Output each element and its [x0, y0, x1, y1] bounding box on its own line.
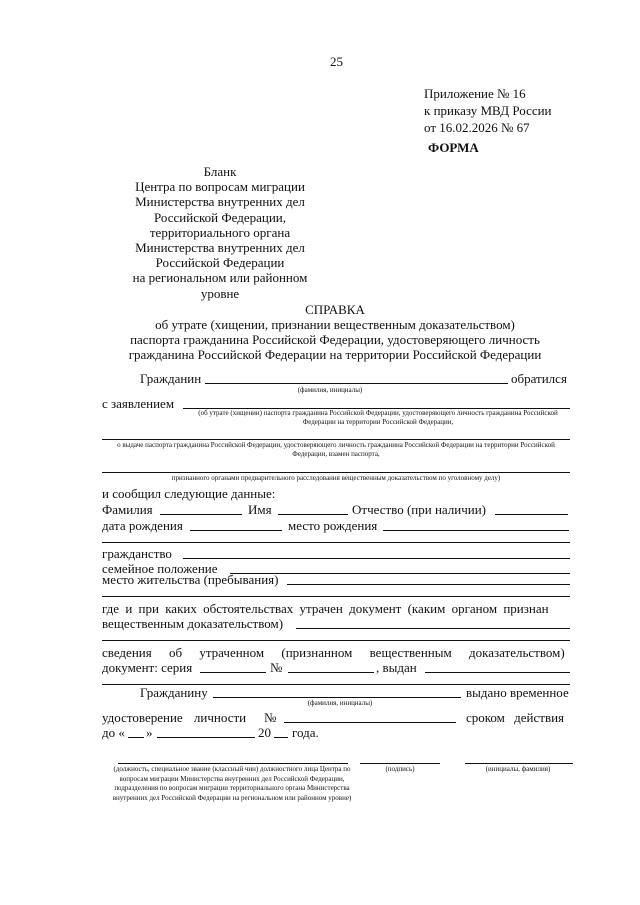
citizenship-field[interactable] [183, 558, 570, 559]
citizenship-label: гражданство [102, 546, 172, 561]
issued-temp-label: выдано временное [466, 685, 569, 700]
position-field[interactable] [118, 763, 348, 764]
circumstances-line-2: вещественным доказательством) [102, 616, 284, 631]
with-statement-label: с заявлением [102, 396, 175, 411]
blank-header-line: на региональном или районном [132, 270, 308, 286]
family-status-field[interactable] [230, 573, 570, 574]
document-title: СПРАВКА [305, 302, 365, 317]
subtitle-line: об утрате (хищении, признании вещественным доказательством) [155, 317, 515, 332]
citizen-label: Гражданин [140, 371, 202, 386]
surname-field[interactable] [160, 514, 242, 515]
circumstances-field[interactable] [296, 628, 570, 629]
info-line-1: сведения об утраченном (признанном вещественным доказательством) [102, 645, 565, 660]
statement-field-3[interactable] [102, 472, 570, 473]
to-citizen-label: Гражданину [140, 685, 208, 700]
until-day-field[interactable] [128, 737, 144, 738]
validity-label: сроком действия [466, 710, 565, 725]
position-hint: (должность, специальное звание (классный чин) должностного лица Центра по вопросам миграции Министерства внутренних дел Российской Федерации, подразделения по вопросам миграции территориального органа Министерства внутренних дел Российской Федерации на региональном или районном уровне) [112, 765, 352, 802]
issued-by-label: , выдан [376, 660, 417, 675]
appendix-block [424, 85, 552, 136]
statement-field-2[interactable] [102, 439, 570, 440]
loss-hint: (об утрате (хищении) паспорта гражданина Российской Федерации, удостоверяющего личность гражданина Российской Федерации на территории Российской Федерации, [198, 409, 558, 426]
initials-hint: (инициалы, фамилия) [485, 765, 551, 773]
citizen-name-field[interactable] [205, 383, 508, 384]
doc-series-label: документ: серия [102, 660, 193, 675]
name-label: Имя [248, 502, 272, 517]
surname-initials-hint: (фамилия, инициалы) [297, 386, 363, 394]
residence-label: место жительства (пребывания) [102, 572, 279, 587]
surname-label: Фамилия [102, 502, 153, 517]
issue-hint: о выдаче паспорта гражданина Российской Федерации, удостоверяющего личность гражданина Российской Федерации на территории Российской Федерации, взамен паспорта, [117, 441, 555, 458]
blank-header-line: Министерства внутренних дел [135, 194, 305, 210]
birth-place-label: место рождения [288, 518, 378, 533]
doc-number-field[interactable] [288, 672, 374, 673]
blank-header-line: Бланк [203, 164, 237, 179]
appendix-line: к приказу МВД России [424, 103, 552, 118]
to-citizen-hint: (фамилия, инициалы) [307, 699, 373, 707]
initials-field[interactable] [465, 763, 573, 764]
form-label: ФОРМА [428, 140, 479, 155]
blank-header [100, 164, 340, 301]
signature-field[interactable] [360, 763, 440, 764]
circumstances-field-2[interactable] [102, 640, 570, 641]
until-prefix: до « [102, 725, 125, 740]
residence-field-2[interactable] [102, 596, 570, 597]
page-number: 25 [330, 54, 343, 69]
residence-field[interactable] [287, 584, 570, 585]
identity-cert-label: удостоверение личности [102, 710, 247, 725]
blank-header-line: Министерства внутренних дел [135, 240, 305, 256]
patronymic-label: Отчество (при наличии) [352, 502, 487, 517]
appendix-line: от 16.02.2026 № 67 [424, 120, 530, 135]
birth-date-label: дата рождения [102, 518, 183, 533]
circumstances-line-1: где и при каких обстоятельствах утрачен документ (каким органом признан [102, 601, 549, 616]
evidence-hint: признанного органами предварительного расследования вещественным доказательством по уголовному делу) [171, 474, 501, 482]
applied-label: обратился [511, 371, 567, 386]
year-suffix: года. [292, 725, 319, 740]
appendix-line: Приложение № 16 [424, 86, 526, 101]
blank-header-line: территориального органа [149, 224, 291, 240]
blank-header-line: Центра по вопросам миграции [135, 179, 305, 195]
family-status-label: семейное положение [102, 561, 218, 576]
until-year-field[interactable] [274, 737, 288, 738]
signature-hint: (подпись) [385, 765, 415, 773]
reported-label: и сообщил следующие данные: [102, 486, 276, 501]
issued-by-field[interactable] [425, 672, 570, 673]
subtitle-line: гражданина Российской Федерации на территории Российской Федерации [128, 347, 542, 362]
birth-date-field[interactable] [190, 530, 282, 531]
birth-place-field[interactable] [383, 530, 569, 531]
doc-series-field[interactable] [200, 672, 266, 673]
blank-header-line: уровне [200, 285, 240, 301]
cert-number-field[interactable] [284, 722, 456, 723]
until-mid: » [146, 725, 153, 740]
until-month-field[interactable] [157, 737, 255, 738]
subtitle-line: паспорта гражданина Российской Федерации, удостоверяющего личность [130, 332, 540, 347]
blank-header-line: Российской Федерации [155, 255, 285, 271]
birth-place-field-2[interactable] [102, 542, 570, 543]
blank-header-line: Российской Федерации, [154, 209, 286, 225]
name-field[interactable] [278, 514, 348, 515]
year-prefix: 20 [258, 725, 271, 740]
document-subtitle [90, 317, 580, 362]
doc-number-sign: № [270, 660, 283, 675]
cert-number-sign: № [264, 710, 277, 725]
patronymic-field[interactable] [495, 514, 568, 515]
to-citizen-field[interactable] [213, 697, 461, 698]
